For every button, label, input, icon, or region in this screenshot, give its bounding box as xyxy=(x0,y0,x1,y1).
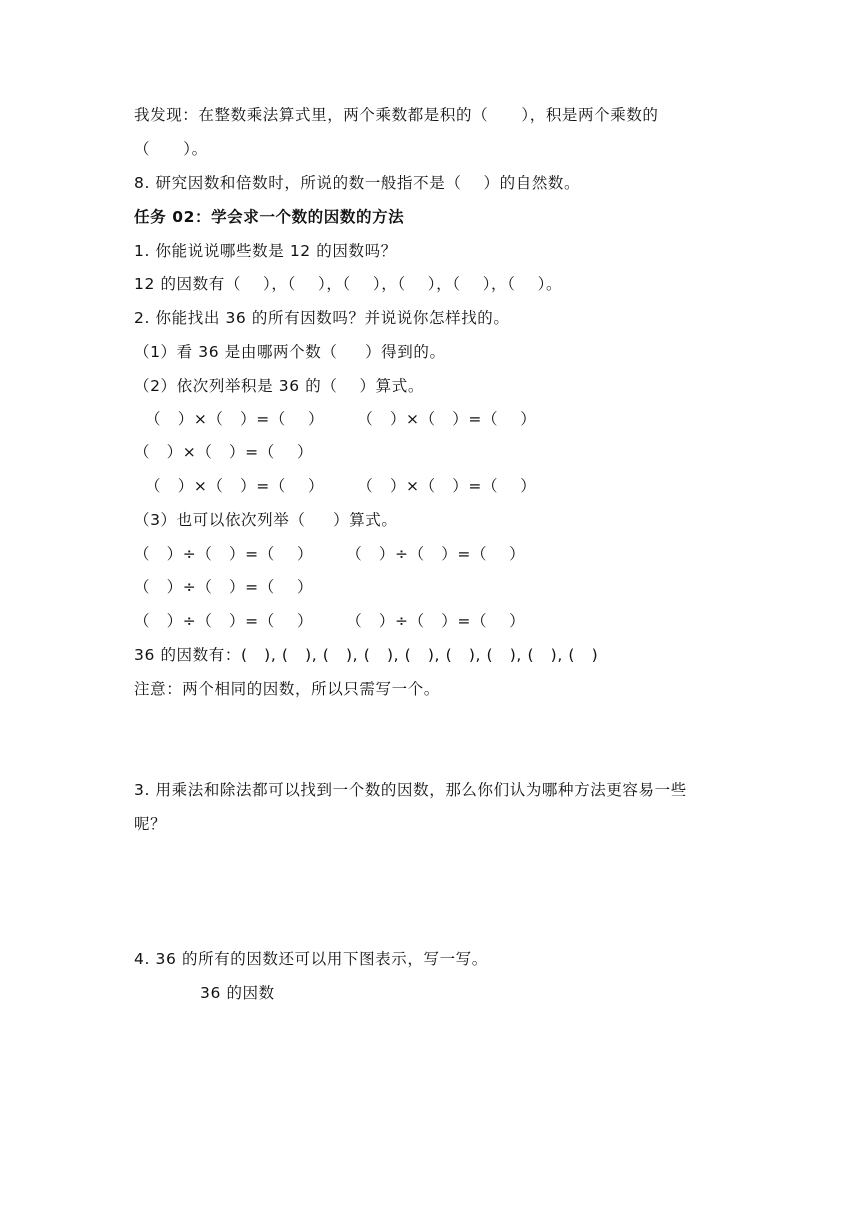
division-row-2: （ ）÷（ ）=（ ） xyxy=(134,578,314,596)
step-1: （1）看 36 是由哪两个数（ ）得到的。 xyxy=(134,343,446,361)
multiplication-row-2: （ ）×（ ）=（ ） xyxy=(134,443,314,461)
factors-of-36-line: 36 的因数有：( ), ( ), ( ), ( ), ( ), ( ), ( ), ( ), ( ) xyxy=(134,646,599,664)
question-4: 4. 36 的所有的因数还可以用下图表示，写一写。 xyxy=(134,950,488,968)
task-02-heading: 任务 02：学会求一个数的因数的方法 xyxy=(134,208,405,226)
factors-of-36-diagram-label: 36 的因数 xyxy=(200,984,275,1002)
discovery-line-2: （ ）。 xyxy=(134,140,208,158)
question-1: 1. 你能说说哪些数是 12 的因数吗？ xyxy=(134,242,397,260)
note-line: 注意：两个相同的因数，所以只需写一个。 xyxy=(134,680,440,698)
multiplication-row-1: （ ）×（ ）=（ ） （ ）×（ ）=（ ） xyxy=(134,410,537,428)
multiplication-row-3: （ ）×（ ）=（ ） （ ）×（ ）=（ ） xyxy=(134,477,537,495)
question-3-line-2: 呢？ xyxy=(134,815,167,833)
division-row-1: （ ）÷（ ）=（ ） （ ）÷（ ）=（ ） xyxy=(134,545,526,563)
question-8: 8. 研究因数和倍数时，所说的数一般指不是（ ）的自然数。 xyxy=(134,174,581,192)
step-3: （3）也可以依次列举（ ）算式。 xyxy=(134,511,398,529)
discovery-line-1: 我发现：在整数乘法算式里，两个乘数都是积的（ ），积是两个乘数的 xyxy=(134,106,659,124)
question-2: 2. 你能找出 36 的所有因数吗？并说说你怎样找的。 xyxy=(134,309,510,327)
division-row-3: （ ）÷（ ）=（ ） （ ）÷（ ）=（ ） xyxy=(134,612,526,630)
step-2: （2）依次列举积是 36 的（ ）算式。 xyxy=(134,377,424,395)
question-3-line-1: 3. 用乘法和除法都可以找到一个数的因数，那么你们认为哪种方法更容易一些 xyxy=(134,781,687,799)
factors-of-12-line: 12 的因数有（ ），（ ），（ ），（ ），（ ），（ ）。 xyxy=(134,275,563,293)
